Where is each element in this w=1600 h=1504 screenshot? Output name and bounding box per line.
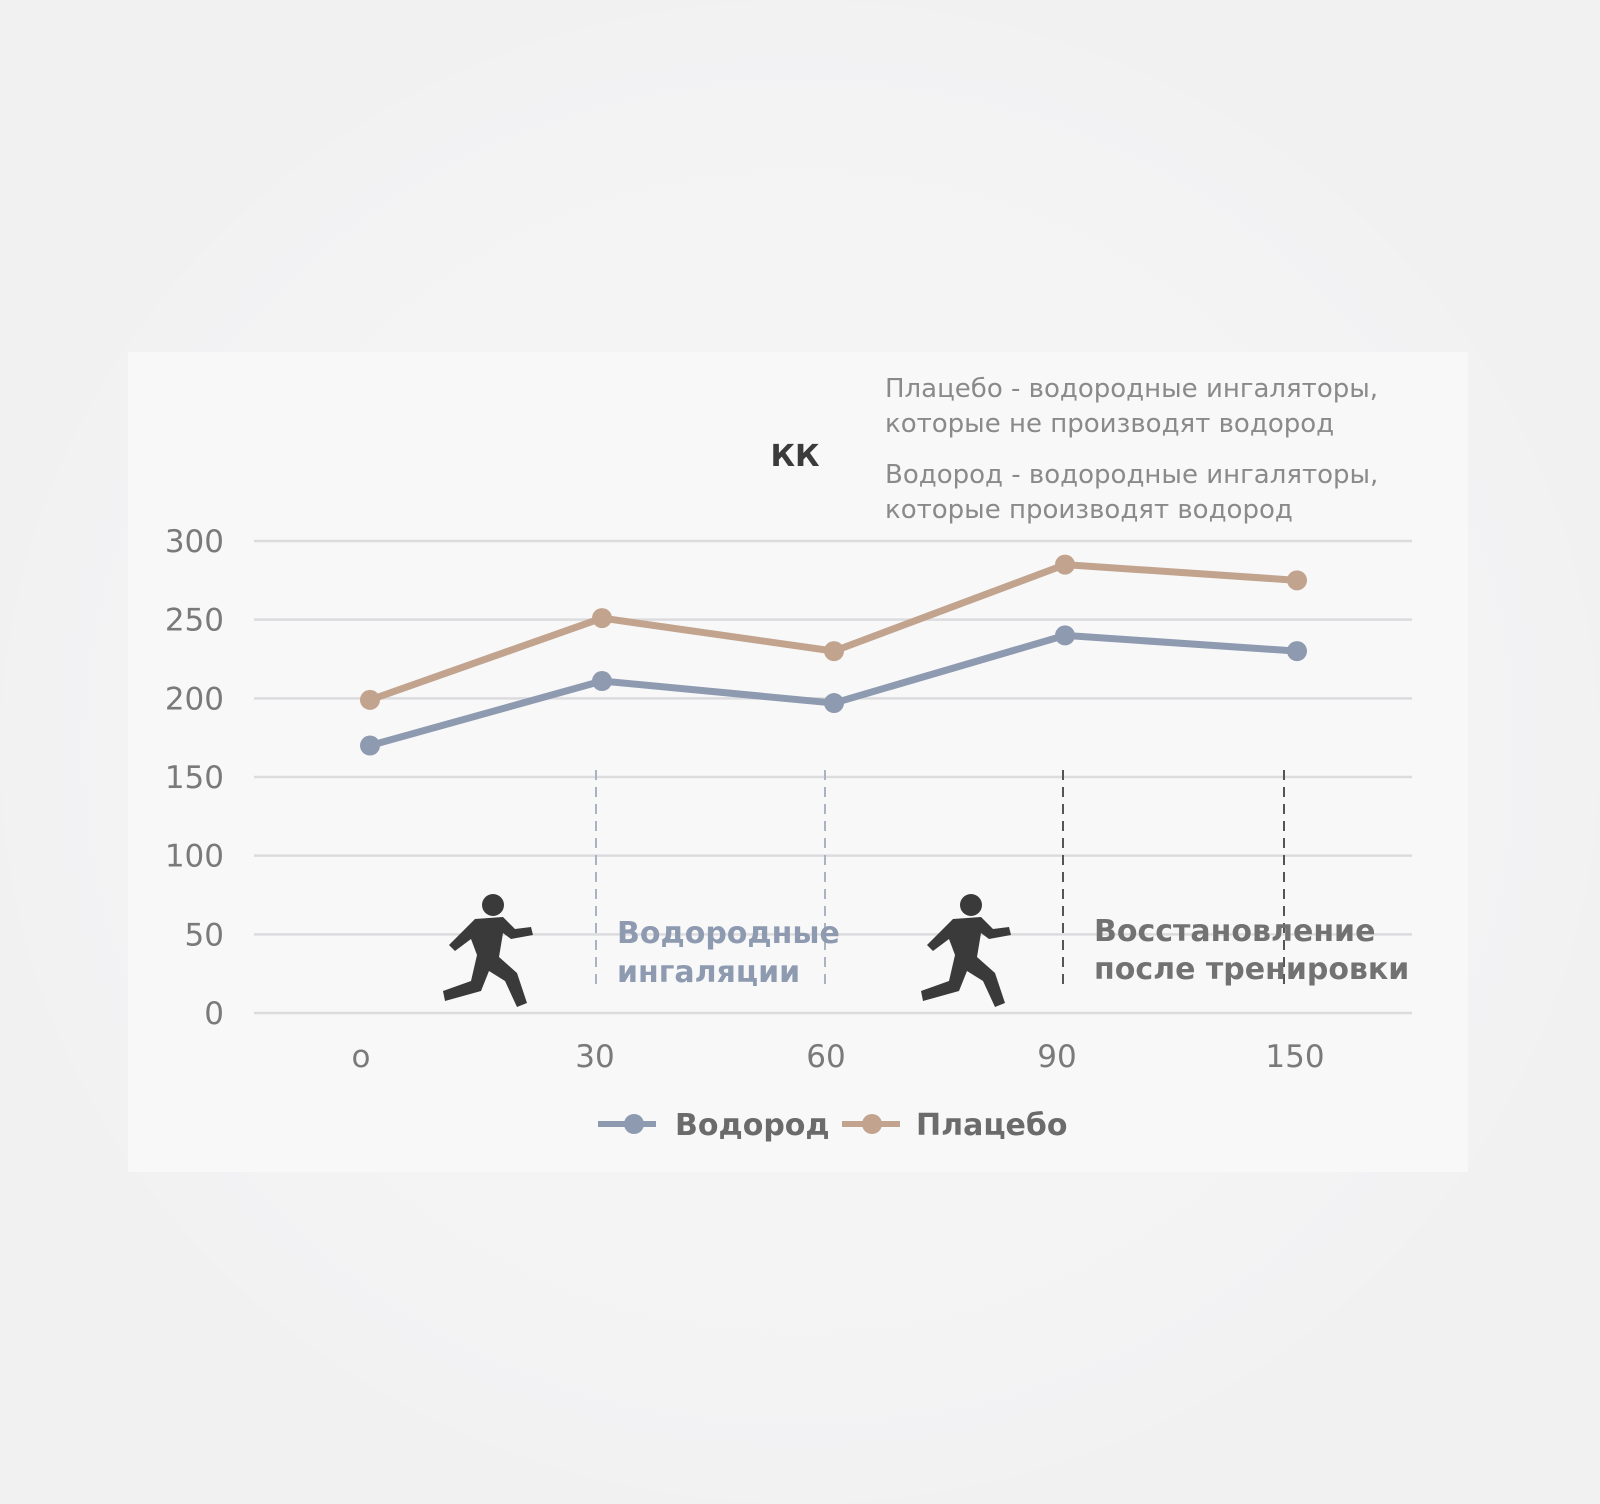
y-tick-label: 300: [164, 524, 224, 560]
data-point-hydrogen: [824, 693, 844, 713]
data-point-hydrogen: [592, 671, 612, 691]
data-point-hydrogen: [1055, 625, 1075, 645]
x-tick-label: 150: [1265, 1039, 1325, 1075]
y-tick-label: 0: [204, 996, 224, 1032]
data-point-placebo: [1055, 555, 1075, 575]
note-hydrogen-line2: которые производят водород: [885, 495, 1293, 525]
y-tick-label: 50: [184, 917, 224, 954]
legend-marker-hydrogen: [624, 1114, 644, 1134]
x-tick-label: o: [351, 1039, 371, 1075]
chart-title: КК: [770, 439, 820, 474]
y-tick-label: 150: [164, 760, 224, 796]
annotation-inhalation-line1: Водородные: [617, 916, 840, 951]
y-tick-label: 200: [164, 681, 224, 718]
x-tick-label: 30: [575, 1039, 615, 1075]
data-point-placebo: [824, 641, 844, 661]
y-tick-label: 250: [164, 602, 224, 639]
annotation-recovery-line1: Восстановление: [1094, 914, 1376, 949]
data-point-placebo: [1287, 570, 1307, 590]
note-placebo-line1: Плацебо - водородные ингаляторы,: [885, 374, 1379, 404]
legend-label-placebo: Плацебо: [916, 1108, 1068, 1143]
legend-label-hydrogen: Водород: [675, 1108, 830, 1143]
data-point-hydrogen: [1287, 641, 1307, 661]
y-tick-label: 100: [164, 838, 224, 875]
annotation-inhalation-line2: ингаляции: [617, 955, 801, 990]
data-point-placebo: [592, 608, 612, 628]
note-hydrogen-line1: Водород - водородные ингаляторы,: [885, 460, 1379, 490]
data-point-placebo: [360, 690, 380, 710]
annotation-recovery-line2: после тренировки: [1094, 952, 1410, 987]
data-point-hydrogen: [360, 736, 380, 756]
x-tick-label: 90: [1037, 1039, 1077, 1075]
x-tick-label: 60: [806, 1039, 846, 1075]
note-placebo-line2: которые не производят водород: [885, 409, 1335, 439]
legend-marker-placebo: [862, 1114, 882, 1134]
